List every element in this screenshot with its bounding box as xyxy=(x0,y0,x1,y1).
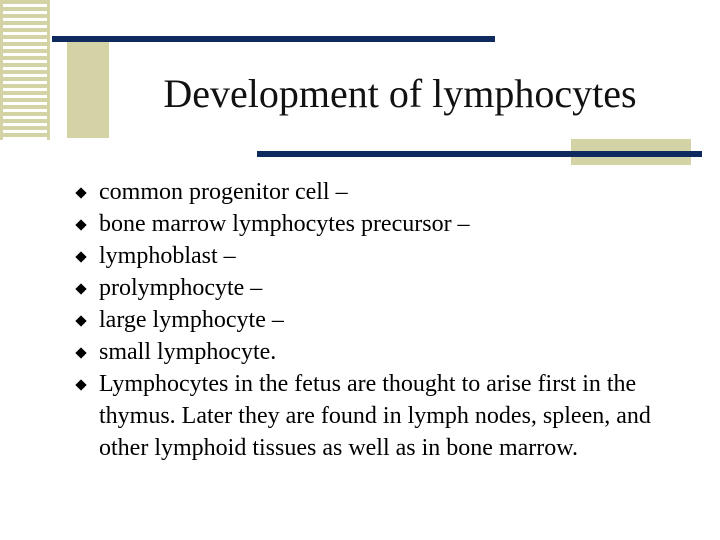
bullet-item xyxy=(70,272,700,304)
bullet-item xyxy=(70,176,700,208)
bullet-item xyxy=(70,208,700,240)
bullet-text: large lymphocyte – xyxy=(99,307,284,333)
diamond-bullet-icon xyxy=(75,347,86,358)
bullet-text: lymphoblast – xyxy=(99,243,236,269)
bullet-text: small lymphocyte. xyxy=(99,339,277,365)
bullet-text: Lymphocytes in the fetus are thought to arise first in the thymus. Later they are found in lymph nodes, spleen, and other lymphoid tissues as well as in bone marrow. xyxy=(99,371,651,461)
bullet-item xyxy=(70,240,700,272)
diamond-bullet-icon xyxy=(75,251,86,262)
title-bottom-rule xyxy=(257,151,702,157)
title-accent-block xyxy=(67,38,109,138)
diamond-bullet-icon xyxy=(75,219,86,230)
bullet-text: bone marrow lymphocytes precursor – xyxy=(99,211,470,237)
bullet-list xyxy=(70,176,700,464)
diamond-bullet-icon xyxy=(75,187,86,198)
bullet-text: common progenitor cell – xyxy=(99,179,348,205)
diamond-bullet-icon xyxy=(75,379,86,390)
bullet-item xyxy=(70,304,700,336)
decorative-stripe-panel xyxy=(0,0,50,140)
bullet-item xyxy=(70,368,700,464)
slide-title: Development of lymphocytes xyxy=(163,71,637,116)
title-top-rule xyxy=(52,36,495,42)
bullet-text: prolymphocyte – xyxy=(99,275,263,301)
diamond-bullet-icon xyxy=(75,283,86,294)
bullet-item xyxy=(70,336,700,368)
diamond-bullet-icon xyxy=(75,315,86,326)
